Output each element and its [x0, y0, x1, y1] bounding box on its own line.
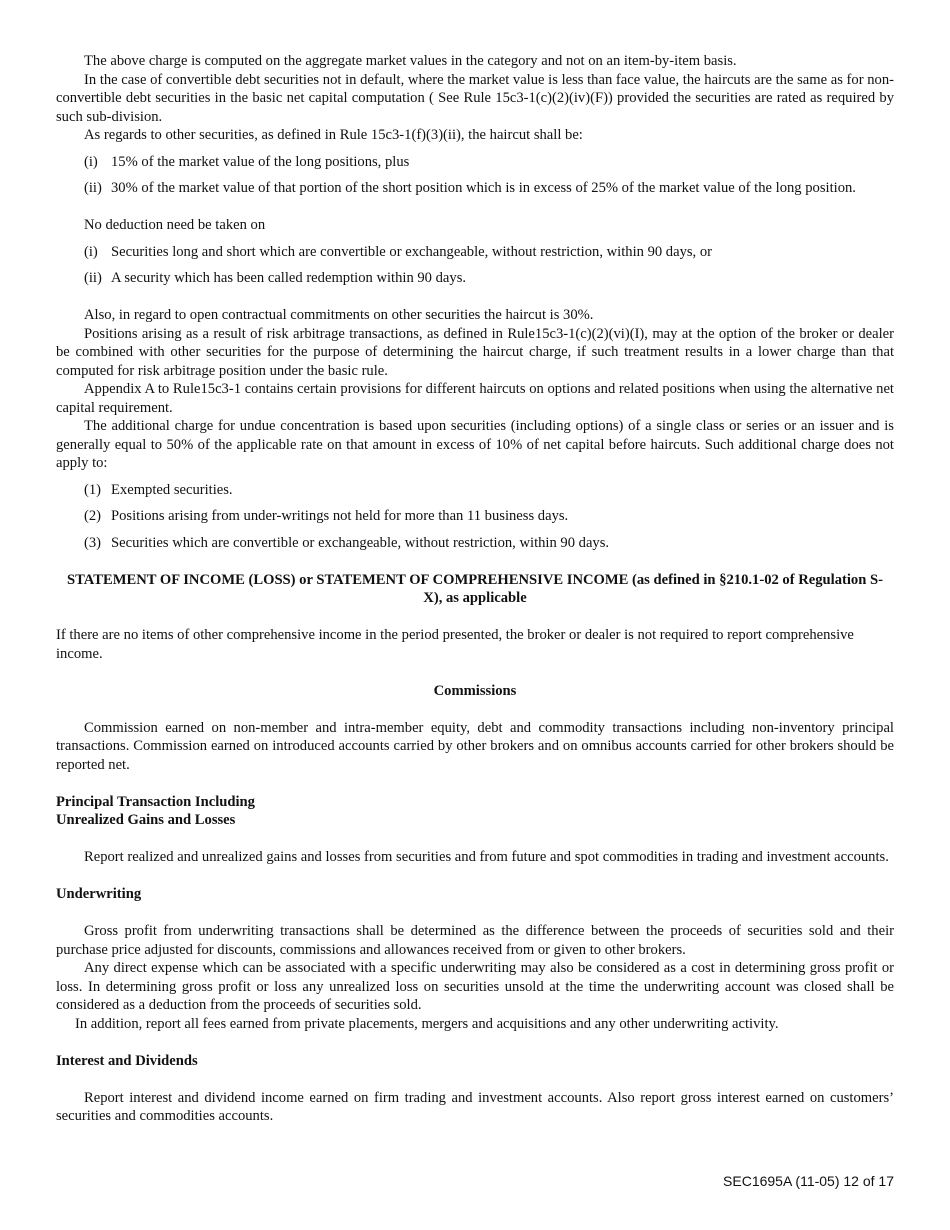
- risk-arbitrage-paragraph: Positions arising as a result of risk arbitrage transactions, as defined in Rule15c3-1(c)(2)(vi)(I), may at the option of the broker or dealer be combined with other securities for the purpose of determining the haircut charge, if such treatment results in a lower charge than that computed for risk arbitrage position under the basic rule.: [56, 325, 894, 379]
- commissions-text: Commission earned on non-member and intra-member equity, debt and commodity transactions including non-inventory principal transactions. Commission earned on introduced accounts carried by other brokers and on omnibus accounts carried for other brokers should be reported net.: [56, 719, 894, 773]
- list-item: [84, 534, 894, 553]
- list-item-number: (2): [84, 508, 102, 524]
- list-item-text: Positions arising from under-writings not held for more than 11 business days.: [111, 508, 569, 524]
- convertible-debt-paragraph: In the case of convertible debt securities not in default, where the market value is less than face value, the haircuts are the same as for non-convertible debt securities in the basic net capital computation ( See Rule 15c3-1(c)(2)(iv)(F)) provided the securities are rated as required by such sub-division.: [56, 71, 894, 125]
- commissions-heading: Commissions: [433, 682, 517, 699]
- interest-dividends-text: Report interest and dividend income earned on firm trading and investment accounts. Also report gross interest earned on customers’ securities and commodities accounts.: [56, 1089, 894, 1124]
- list-item-text: Securities which are convertible or exchangeable, without restriction, within 90 days.: [111, 534, 610, 551]
- list-item-number: (i): [84, 153, 98, 170]
- no-deduction-list: [56, 243, 894, 288]
- principal-text: Report realized and unrealized gains and losses from securities and from future and spot commodities in trading and investment accounts.: [84, 849, 889, 865]
- list-item: [84, 507, 894, 526]
- list-item: [84, 269, 894, 288]
- underwriting-direct-expense-paragraph: Any direct expense which can be associated with a specific underwriting may also be considered as a cost in determining gross profit or loss. In determining gross profit or loss any unrealized loss on securities unsold at the time the underwriting account was closed shall be considered as a deduction from the proceeds of securities sold.: [56, 960, 894, 1013]
- list-item-number: (ii): [84, 180, 102, 196]
- list-item: [84, 481, 894, 500]
- concentration-exemption-list: [56, 481, 894, 553]
- list-item-number: (1): [84, 481, 102, 498]
- interest-dividends-heading: Interest and Dividends: [56, 1052, 198, 1069]
- underwriting-gross-profit-paragraph: Gross profit from underwriting transactions shall be determined as the difference between the proceeds of securities sold and their purchase price adjusted for discounts, commissions and allowances received from or given to other brokers.: [56, 923, 894, 958]
- principal-heading-line1: Principal Transaction Including: [56, 793, 255, 810]
- list-item-text: 30% of the market value of that portion of the short position which is in excess of 25% of the market value of the long position.: [111, 180, 856, 196]
- list-item-text: Exempted securities.: [111, 481, 233, 498]
- appendix-a-paragraph: Appendix A to Rule15c3-1 contains certain provisions for different haircuts on options and related positions when using the alternative net capital requirement.: [56, 381, 894, 416]
- list-item-text: 15% of the market value of the long positions, plus: [111, 153, 410, 170]
- list-item-number: (ii): [84, 270, 102, 286]
- list-item-text: Securities long and short which are convertible or exchangeable, without restriction, within 90 days, or: [111, 243, 713, 260]
- income-statement-text: If there are no items of other comprehensive income in the period presented, the broker or dealer is not required to report comprehensive income.: [56, 627, 854, 662]
- list-item-number: (i): [84, 243, 98, 260]
- list-item: [84, 179, 894, 198]
- form-id-footer: SEC1695A (11-05) 12 of 17: [723, 1173, 894, 1189]
- haircut-list: [56, 153, 894, 198]
- list-item-number: (3): [84, 534, 102, 551]
- underwriting-fees-paragraph: In addition, report all fees earned from private placements, mergers and acquisitions and any other underwriting activity.: [75, 1015, 779, 1032]
- list-item: [84, 153, 894, 172]
- other-securities-paragraph: As regards to other securities, as defined in Rule 15c3-1(f)(3)(ii), the haircut shall be:: [84, 127, 583, 143]
- undue-concentration-paragraph: The additional charge for undue concentration is based upon securities (including options) of a single class or series or an issuer and is generally equal to 50% of the applicable rate on that amount in excess of 10% of net capital before haircuts. Such additional charge does not apply to:: [56, 418, 894, 471]
- list-item-text: A security which has been called redemption within 90 days.: [111, 270, 467, 286]
- list-item: [84, 243, 894, 262]
- income-statement-heading: STATEMENT OF INCOME (LOSS) or STATEMENT OF COMPREHENSIVE INCOME (as defined in §210.1-02 of Regulation S-X), as applicable: [67, 571, 883, 606]
- haircut-aggregate-paragraph: The above charge is computed on the aggregate market values in the category and not on an item-by-item basis.: [84, 53, 737, 69]
- open-commitments-paragraph: Also, in regard to open contractual commitments on other securities the haircut is 30%.: [84, 307, 594, 323]
- underwriting-heading: Underwriting: [56, 886, 142, 902]
- principal-heading-line2: Unrealized Gains and Losses: [56, 812, 236, 828]
- no-deduction-paragraph: No deduction need be taken on: [84, 217, 266, 233]
